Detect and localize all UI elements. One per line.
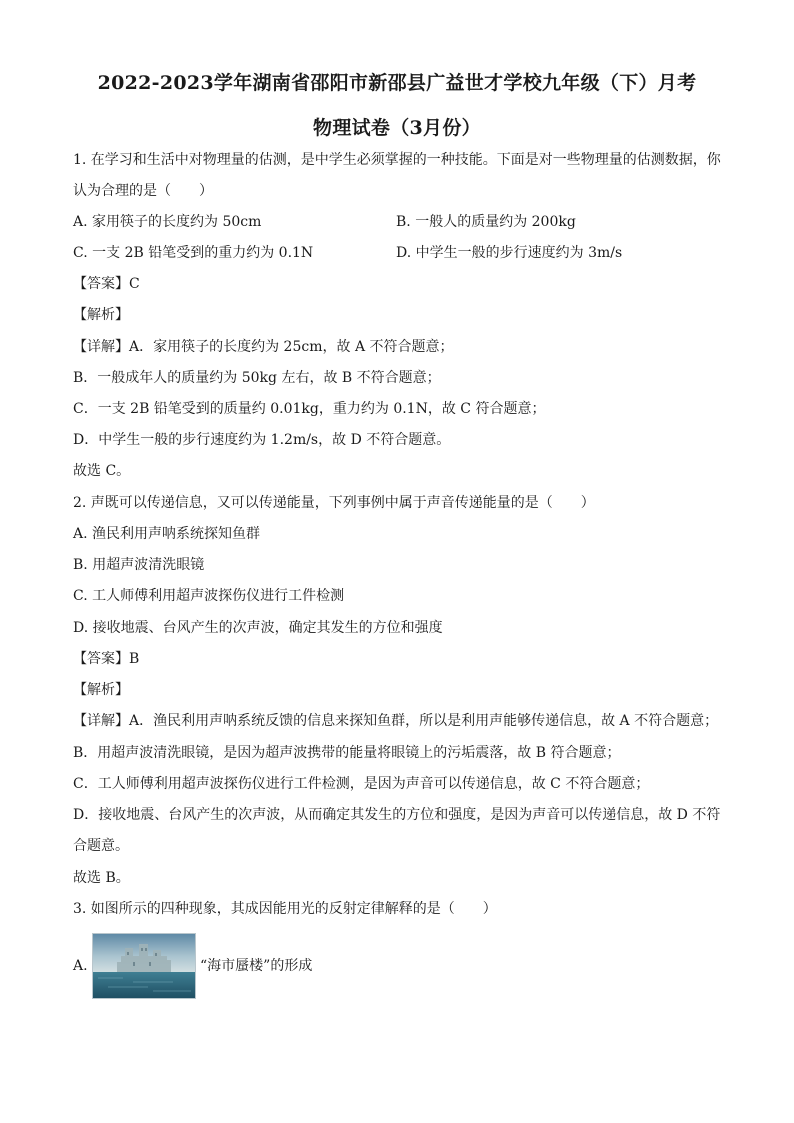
q1-conclusion: 故选 C。 [73, 463, 131, 479]
q1-detail-a: 【详解】A．家用筷子的长度约为 25cm，故 A 不符合题意； [73, 339, 454, 355]
q2-analysis-heading: 【解析】 [73, 682, 129, 698]
q2-detail-c: C．工人师傅利用超声波探伤仪进行工件检测，是因为声音可以传递信息，故 C 不符合题意； [73, 776, 650, 792]
q1-analysis-heading: 【解析】 [73, 307, 129, 323]
q2-option-c: C. 工人师傅利用超声波探伤仪进行工件检测 [73, 588, 345, 604]
q2-stem: 2. 声既可以传递信息，又可以传递能量，下列事例中属于声音传递能量的是（ ） [73, 495, 595, 511]
q1-option-c: C. 一支 2B 铅笔受到的重力约为 0.1N [73, 245, 314, 261]
q2-conclusion: 故选 B。 [73, 870, 130, 886]
q2-detail-a: 【详解】A．渔民利用声呐系统反馈的信息来探知鱼群，所以是利用声能够传递信息，故 A 不符合题意； [73, 713, 719, 729]
q3-stem: 3. 如图所示的四种现象，其成因能用光的反射定律解释的是（ ） [73, 901, 497, 917]
q2-detail-d-line-1: D．接收地震、台风产生的次声波，从而确定其发生的方位和强度，是因为声音可以传递信息，故 D 不符 [73, 807, 721, 823]
q3-option-a-caption: “海市蜃楼”的形成 [200, 958, 313, 974]
title-line-1: 2022-2023学年湖南省邵阳市新邵县广益世才学校九年级（下）月考 [97, 72, 697, 94]
title-line-2: 物理试卷（3月份） [313, 117, 481, 139]
mirage-photo [92, 933, 196, 999]
q1-detail-c: C．一支 2B 铅笔受到的质量约 0.01kg，重力约为 0.1N，故 C 符合题意； [73, 401, 546, 417]
q1-option-d: D. 中学生一般的步行速度约为 3m/s [396, 245, 623, 261]
q1-option-a: A. 家用筷子的长度约为 50cm [73, 214, 262, 230]
q2-detail-d-line-2: 合题意。 [73, 838, 129, 854]
q1-option-b: B. 一般人的质量约为 200kg [396, 214, 576, 230]
q2-option-d: D. 接收地震、台风产生的次声波，确定其发生的方位和强度 [73, 620, 443, 636]
q2-option-a: A. 渔民利用声呐系统探知鱼群 [73, 526, 261, 542]
q3-option-a-letter: A. [73, 958, 88, 974]
q2-detail-b: B．用超声波清洗眼镜，是因为超声波携带的能量将眼镜上的污垢震落，故 B 符合题意； [73, 745, 621, 761]
q1-detail-b: B．一般成年人的质量约为 50kg 左右，故 B 不符合题意； [73, 370, 441, 386]
q2-answer: 【答案】B [73, 651, 140, 667]
q1-stem-line-2: 认为合理的是（ ） [73, 183, 213, 199]
q1-stem-line-1: 1. 在学习和生活中对物理量的估测，是中学生必须掌握的一种技能。下面是对一些物理量的估测数据，你 [73, 152, 721, 168]
q1-answer: 【答案】C [73, 276, 140, 292]
q2-option-b: B. 用超声波清洗眼镜 [73, 557, 205, 573]
q1-detail-d: D．中学生一般的步行速度约为 1.2m/s，故 D 不符合题意。 [73, 432, 451, 448]
